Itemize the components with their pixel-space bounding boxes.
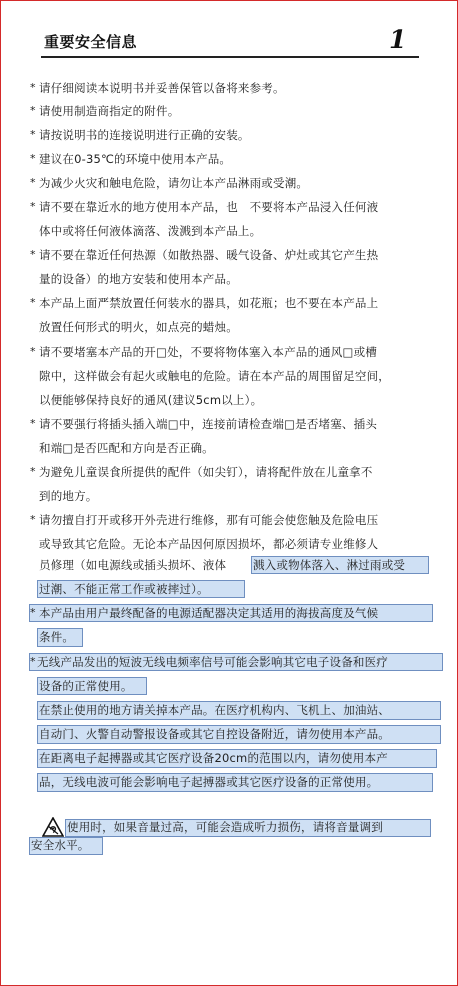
text-line: 建议在0-35℃的环境中使用本产品。 <box>39 152 232 166</box>
text-line: 到的地方。 <box>39 489 98 503</box>
hearing-warning-icon <box>42 817 64 837</box>
text-line: 为减少火灾和触电危险，请勿让本产品淋雨或受潮。 <box>39 176 309 190</box>
text-line: 自动门、火警自动警报设备或其它自控设备附近，请勿使用本产品。 <box>39 727 390 741</box>
text-line: 量的设备）的地方安装和使用本产品。 <box>39 272 238 286</box>
text-line: 请不要强行将插头插入端□中，连接前请检查端□是否堵塞、插头 <box>39 417 378 431</box>
text-line: 过潮、不能正常工作或被摔过）。 <box>39 582 209 596</box>
text-line: 使用时，如果音量过高，可能会造成听力损伤，请将音量调到 <box>67 820 383 834</box>
text-line: 本产品上面严禁放置任何装水的器具，如花瓶；也不要在本产品上 <box>39 296 379 310</box>
bullet: * <box>30 104 36 117</box>
text-line: 请不要在靠近任何热源（如散热器、暖气设备、炉灶或其它产生热 <box>39 248 379 262</box>
text-line: 员修理（如电源线或插头损坏、液体 <box>39 558 227 572</box>
text-line: 和端□是否匹配和方向是否正确。 <box>39 441 214 455</box>
text-line: 体中或将任何液体滴落、泼溅到本产品上。 <box>39 224 262 238</box>
text-line: 设备的正常使用。 <box>39 679 133 693</box>
header-divider <box>41 56 419 58</box>
bullet: * <box>30 465 36 478</box>
bullet: * <box>30 81 36 94</box>
text-line: 隙中，这样做会有起火或触电的危险。请在本产品的周围留足空间， <box>39 369 390 383</box>
bullet: * <box>30 606 36 619</box>
text-line: 请不要在靠近水的地方使用本产品，也 不要将本产品浸入任何液 <box>39 200 379 214</box>
text-line: 溅入或物体落入、淋过雨或受 <box>253 558 406 572</box>
bullet: * <box>30 513 36 526</box>
bullet: * <box>30 248 36 261</box>
page-title: 重要安全信息 <box>44 33 138 51</box>
bullet: * <box>30 176 36 189</box>
bullet: * <box>30 128 36 141</box>
text-line: 在禁止使用的地方请关掉本产品。在医疗机构内、飞机上、加油站、 <box>39 703 390 717</box>
bullet: * <box>30 152 36 165</box>
text-line: 品，无线电波可能会影响电子起搏器或其它医疗设备的正常使用。 <box>39 775 379 789</box>
text-line: 条件。 <box>39 630 75 644</box>
text-line: 在距离电子起搏器或其它医疗设备20cm的范围以内，请勿使用本产 <box>39 751 388 765</box>
text-line: 为避免儿童误食所提供的配件（如尖钉），请将配件放在儿童拿不 <box>39 465 373 479</box>
text-line: 或导致其它危险。无论本产品因何原因损坏，都必须请专业维修人 <box>39 537 379 551</box>
text-line: 请使用制造商指定的附件。 <box>39 104 180 118</box>
text-line: 安全水平。 <box>31 838 90 852</box>
text-line: 无线产品发出的短波无线电频率信号可能会影响其它电子设备和医疗 <box>37 655 388 669</box>
text-line: 以便能够保持良好的通风(建议5cm以上）。 <box>39 393 263 407</box>
text-line: 请不要堵塞本产品的开□处，不要将物体塞入本产品的通风□或槽 <box>39 345 378 359</box>
bullet: * <box>30 200 36 213</box>
text-line: 放置任何形式的明火，如点亮的蜡烛。 <box>39 320 238 334</box>
page-number: 1 <box>389 25 407 54</box>
bullet: * <box>30 345 36 358</box>
bullet: * <box>30 655 36 668</box>
text-line: 请按说明书的连接说明进行正确的安装。 <box>39 128 250 142</box>
bullet: * <box>30 296 36 309</box>
text-line: 请勿擅自打开或移开外壳进行维修，那有可能会使您触及危险电压 <box>39 513 379 527</box>
text-line: 本产品由用户最终配备的电源适配器决定其适用的海拔高度及气候 <box>39 606 379 620</box>
bullet: * <box>30 417 36 430</box>
text-line: 请仔细阅读本说明书并妥善保管以备将来参考。 <box>39 81 285 95</box>
